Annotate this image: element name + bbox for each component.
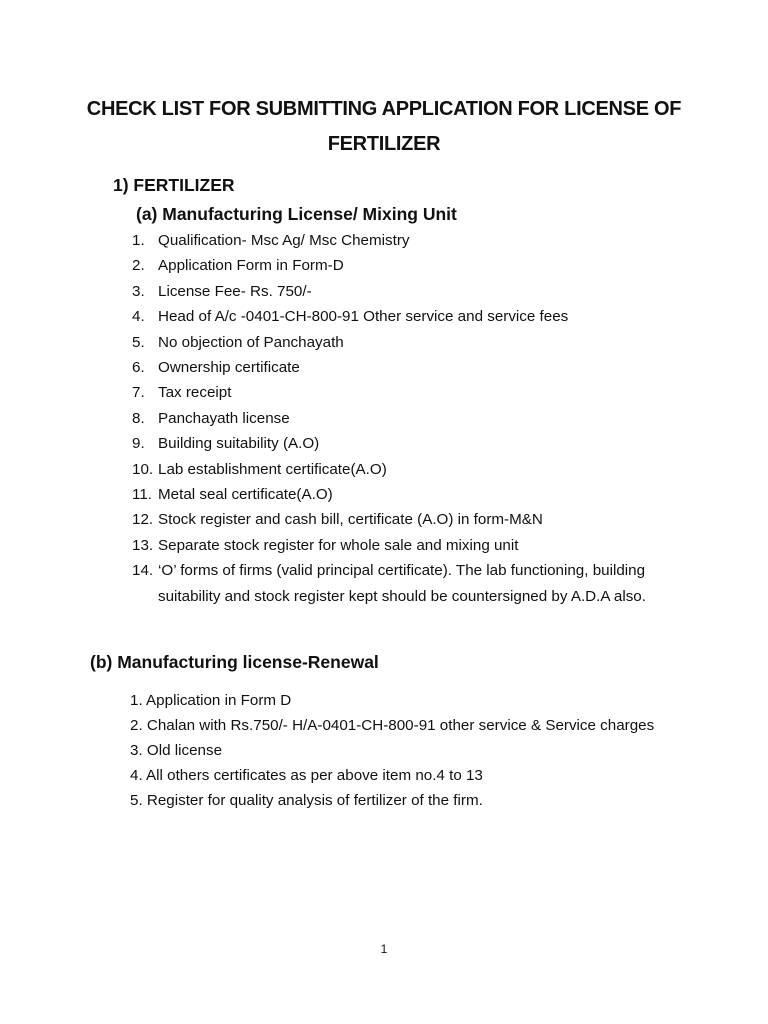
item-number: 12. <box>132 511 154 529</box>
list-item <box>132 279 692 304</box>
subsection-heading-a: (a) Manufacturing License/ Mixing Unit <box>136 204 457 224</box>
item-text: Building suitability (A.O) <box>158 435 320 453</box>
list-item: 5. Register for quality analysis of fertilizer of the firm. <box>130 792 483 809</box>
item-text: Stock register and cash bill, certificate (A.O) in form-M&N <box>158 511 543 529</box>
item-text: License Fee- Rs. 750/- <box>158 282 312 300</box>
list-item <box>132 533 692 558</box>
list-item: 2. Chalan with Rs.750/- H/A-0401-CH-800-91 other service & Service charges <box>130 717 655 734</box>
list-item: 3. Old license <box>130 742 223 759</box>
item-number: 7. <box>132 384 145 402</box>
item-text: Separate stock register for whole sale and mixing unit <box>158 536 519 554</box>
list-item: 4. All others certificates as per above item no.4 to 13 <box>130 767 483 784</box>
item-text: Qualification- Msc Ag/ Msc Chemistry <box>158 232 410 249</box>
item-text: ‘O’ forms of firms (valid principal certificate). The lab functioning, building suitability and stock register kept should be countersigned by A.D.A also. <box>158 562 646 605</box>
item-text: Tax receipt <box>158 384 232 402</box>
item-text: Ownership certificate <box>158 359 300 377</box>
document-title <box>60 92 708 162</box>
list-item <box>132 355 692 380</box>
item-number: 8. <box>132 409 145 427</box>
item-text: Head of A/c -0401-CH-800-91 Other service and service fees <box>158 308 569 326</box>
item-number: 11. <box>132 486 152 504</box>
item-text: Lab establishment certificate(A.O) <box>158 460 387 478</box>
list-item <box>132 304 692 329</box>
checklist-b <box>130 688 730 813</box>
item-number: 1. <box>132 232 145 249</box>
list-item: 1. Application in Form D <box>130 692 292 709</box>
list-item <box>132 431 692 456</box>
list-item <box>132 457 692 482</box>
list-item <box>132 406 692 431</box>
list-item <box>132 380 692 405</box>
page-number: 1 <box>380 942 388 956</box>
item-number: 3. <box>132 282 145 300</box>
item-number: 5. <box>132 333 145 351</box>
list-item <box>132 507 692 532</box>
item-text: No objection of Panchayath <box>158 333 344 351</box>
item-number: 10. <box>132 460 154 478</box>
list-item <box>132 253 692 278</box>
title-line-2: FERTILIZER <box>327 133 441 155</box>
item-number: 2. <box>132 257 145 275</box>
title-line-1: CHECK LIST FOR SUBMITTING APPLICATION FOR LICENSE OF <box>86 98 682 120</box>
item-number: 13. <box>132 536 154 554</box>
item-text: Metal seal certificate(A.O) <box>158 486 333 504</box>
list-item <box>132 330 692 355</box>
item-text: Panchayath license <box>158 409 290 427</box>
item-number: 14. <box>132 562 154 580</box>
list-item <box>132 482 692 507</box>
list-item <box>132 228 692 253</box>
list-item <box>132 558 692 609</box>
section-heading-fertilizer: 1) FERTILIZER <box>113 175 235 195</box>
item-text: Application Form in Form-D <box>158 257 344 275</box>
item-number: 6. <box>132 359 145 377</box>
subsection-heading-b: (b) Manufacturing license-Renewal <box>90 652 379 672</box>
checklist-a <box>132 228 692 609</box>
item-number: 4. <box>132 308 145 326</box>
item-number: 9. <box>132 435 145 453</box>
